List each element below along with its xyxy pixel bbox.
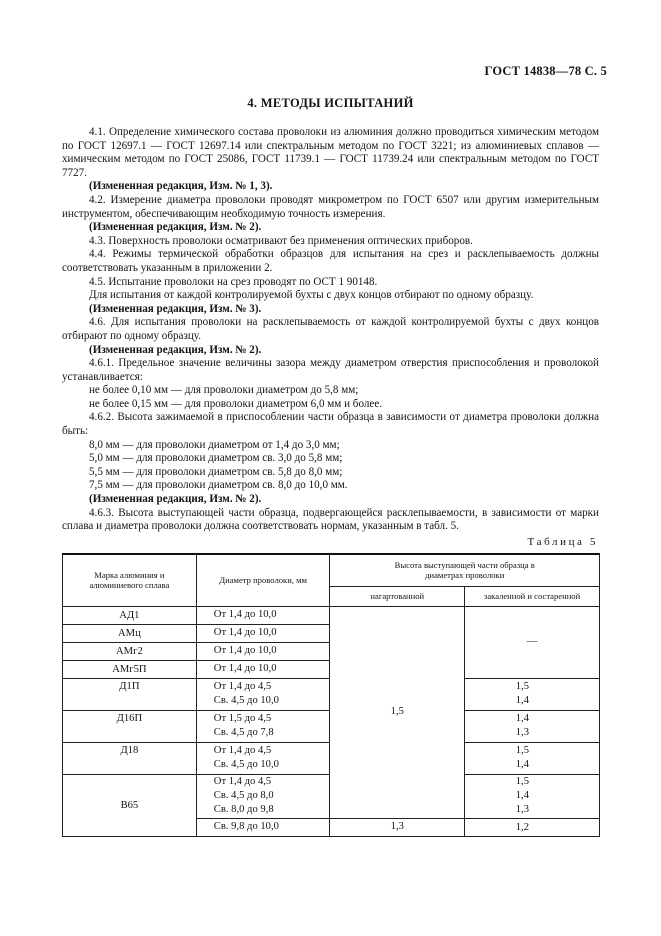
annealed-value: 1,5 [515,681,529,692]
paragraph: 4.1. Определение химического состава проволоки из алюминия должно проводиться химическим методом по ГОСТ 12697.1 — ГОСТ 12697.14 или спектральным методом по ГОСТ 3221; из алюминиевых сплавов — химическим методом по ГОСТ 25086, ГОСТ 11739.1 — ГОСТ 11739.24 или спектральным методом по ГОСТ 7727. [62,126,599,179]
annealed-value: 1,5 [515,745,529,756]
header-brand: Марка алюминия и алюминиевого сплава [63,554,197,606]
paragraph: 5,5 мм — для проволоки диаметром св. 5,8 до 8,0 мм; [89,465,343,478]
brand-cell: АМц [63,624,197,642]
diameter-cell: Св. 9,8 до 10,0 [196,818,330,836]
diameter-cell: От 1,4 до 10,0 [196,642,330,660]
diameter-range: От 1,4 до 4,5 [213,681,272,692]
brand-cell: Д18 [63,742,197,774]
body-text [62,126,599,534]
annealed-value: 1,4 [515,713,529,724]
paragraph: 5,0 мм — для проволоки диаметром св. 3,0 до 5,8 мм; [89,452,343,465]
paragraph: не более 0,15 мм — для проволоки диаметром 6,0 мм и более. [89,397,383,410]
paragraph: 4.3. Поверхность проволоки осматривают без применения оптических приборов. [89,234,473,247]
diameter-range: Св. 4,5 до 7,8 [213,727,274,738]
brand-cell: АМг5П [63,660,197,678]
annealed-value: 1,3 [515,804,529,815]
annealed-cell [465,710,600,742]
section-title: 4. МЕТОДЫ ИСПЫТАНИЙ [247,96,414,110]
amendment-note: (Измененная редакция, Изм. № 2). [89,493,262,506]
annealed-value: 1,4 [515,790,529,801]
diameter-range: Св. 8,0 до 9,8 [213,804,274,815]
hardened-merged-cell: 1,5 [330,606,465,818]
paragraph: 4.5. Испытание проволоки на срез проводят по ОСТ 1 90148. [89,275,378,288]
paragraph: не более 0,10 мм — для проволоки диаметром до 5,8 мм; [89,384,359,397]
diameter-range: От 1,4 до 4,5 [213,745,272,756]
amendment-note: (Измененная редакция, Изм. № 2). [89,343,262,356]
diameter-range: Св. 4,5 до 10,0 [213,695,279,706]
annealed-value: 1,4 [515,759,529,770]
paragraph: 4.6.1. Предельное значение величины зазора между диаметром отверстия приспособления и проволокой устанавливается: [62,357,599,383]
diameter-cell [196,742,330,774]
diameter-range: Св. 4,5 до 8,0 [213,790,274,801]
diameter-cell [196,678,330,710]
table-label: Таблица 5 [527,536,598,548]
amendment-note: (Измененная редакция, Изм. № 1, 3). [89,180,273,193]
diameter-range: Св. 4,5 до 10,0 [213,759,279,770]
page-header: ГОСТ 14838—78 С. 5 [484,64,607,78]
paragraph: 7,5 мм — для проволоки диаметром св. 8,0 до 10,0 мм. [89,479,348,492]
amendment-note: (Измененная редакция, Изм. № 3). [89,302,262,315]
annealed-cell [465,774,600,818]
brand-cell: В65 [63,774,197,836]
annealed-value: 1,3 [515,727,529,738]
diameter-cell: От 1,4 до 10,0 [196,660,330,678]
paragraph: 4.6. Для испытания проволоки на расклепываемость от каждой контролируемой бухты с двух концов отбирают по одному образцу. [62,316,599,342]
paragraph: 4.6.3. Высота выступающей части образца, подвергающейся расклепываемости, в зависимости от марки сплава и диаметра проволоки должна соответствовать нормам, указанным в табл. 5. [62,506,599,533]
annealed-cell [465,678,600,710]
diameter-range: От 1,5 до 4,5 [213,713,272,724]
brand-cell: Д1П [63,678,197,710]
hardened-cell: 1,3 [330,818,465,836]
diameter-cell [196,774,330,818]
diameter-cell [196,710,330,742]
header-diameter: Диаметр проволоки, мм [196,554,330,606]
brand-cell: АД1 [63,606,197,624]
annealed-value: 1,4 [515,695,529,706]
paragraph: 4.4. Режимы термической обработки образцов для испытания на срез и расклепываемость должны соответствовать указанным в приложении 2. [62,248,599,274]
paragraph: 4.2. Измерение диаметра проволоки проводят микрометром по ГОСТ 6507 или другим измерительным инструментом, обеспечивающим необходимую точность измерения. [62,193,599,220]
brand-cell: Д16П [63,710,197,742]
paragraph: 8,0 мм — для проволоки диаметром от 1,4 до 3,0 мм; [89,438,340,451]
annealed-cell [465,742,600,774]
paragraph: Для испытания от каждой контролируемой бухты с двух концов отбирают по одному образцу. [89,289,534,302]
header-hardened: нагартованной [330,586,465,606]
table-5 [62,553,600,837]
annealed-value: 1,5 [515,776,529,787]
header-annealed: закаленной и состаренной [465,586,600,606]
header-height: Высота выступающей части образца в диаметрах проволоки [330,554,600,586]
diameter-range: От 1,4 до 4,5 [213,776,272,787]
diameter-cell: От 1,4 до 10,0 [196,624,330,642]
paragraph: 4.6.2. Высота зажимаемой в приспособлении части образца в зависимости от диаметра проволоки должна быть: [62,411,599,438]
amendment-note: (Измененная редакция, Изм. № 2). [89,221,262,234]
diameter-cell: От 1,4 до 10,0 [196,606,330,624]
brand-cell: АМг2 [63,642,197,660]
annealed-cell: 1,2 [465,818,600,836]
annealed-merged-cell: — [465,606,600,678]
